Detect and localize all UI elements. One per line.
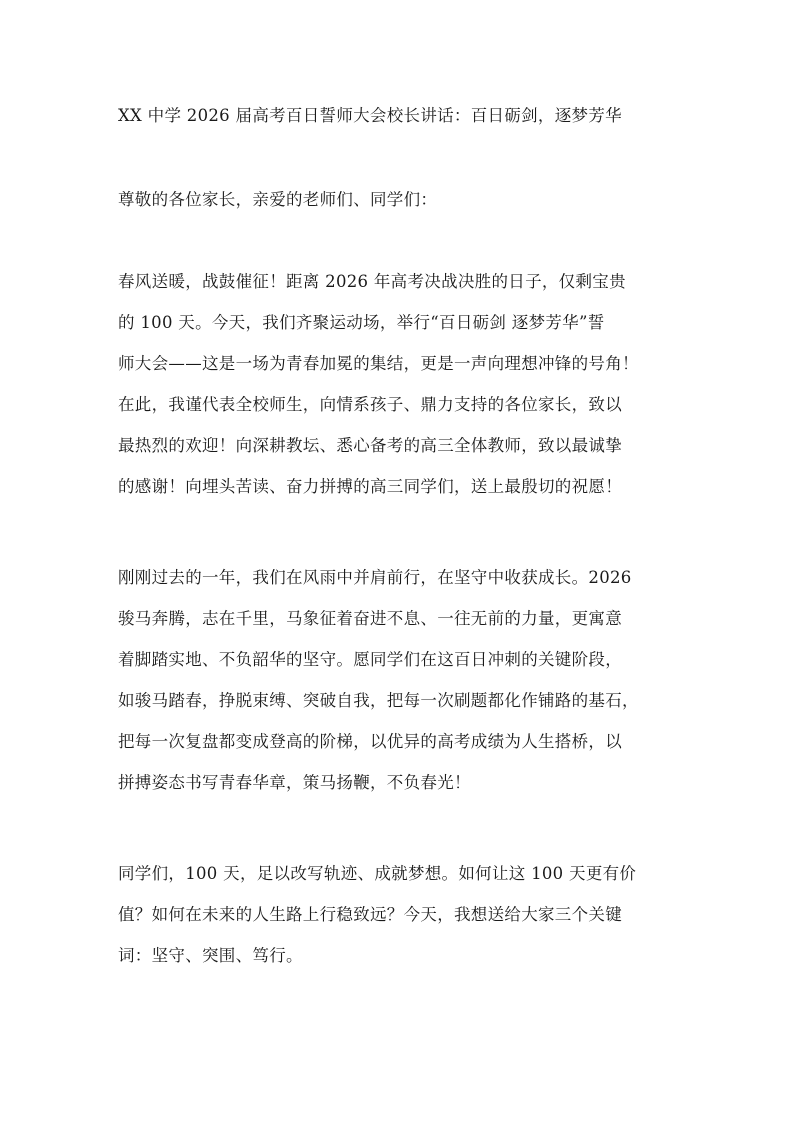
paragraph-line: 如骏马踏春，挣脱束缚、突破自我，把每一次刷题都化作铺路的基石， (118, 691, 639, 710)
paragraph-line: 师大会——这是一场为青春加冕的集结，更是一声向理想冲锋的号角！ (118, 354, 639, 373)
salutation: 尊敬的各位家长，亲爱的老师们、同学们： (118, 190, 438, 209)
paragraph-line: 值？如何在未来的人生路上行稳致远？今天，我想送给大家三个关键 (118, 905, 622, 924)
paragraph-line: 把每一次复盘都变成登高的阶梯，以优异的高考成绩为人生搭桥，以 (118, 732, 622, 751)
paragraph-line: 的感谢！向埋头苦读、奋力拼搏的高三同学们，送上最殷切的祝愿！ (118, 477, 622, 496)
document-title: XX 中学 2026 届高考百日誓师大会校长讲话：百日砺剑，逐梦芳华 (118, 106, 622, 125)
paragraph-line: 刚刚过去的一年，我们在风雨中并肩前行，在坚守中收获成长。2026 (118, 568, 632, 587)
paragraph-line: 最热烈的欢迎！向深耕教坛、悉心备考的高三全体教师，致以最诚挚 (118, 436, 622, 455)
paragraph-line: 拼搏姿态书写青春华章，策马扬鞭，不负春光！ (118, 773, 471, 792)
paragraph-line: 词：坚守、突围、笃行。 (118, 946, 303, 965)
paragraph-line: 春风送暖，战鼓催征！距离 2026 年高考决战决胜的日子，仅剩宝贵 (118, 272, 626, 291)
paragraph-line: 着脚踏实地、不负韶华的坚守。愿同学们在这百日冲刺的关键阶段， (118, 650, 622, 669)
paragraph-line: 骏马奔腾，志在千里，马象征着奋进不息、一往无前的力量，更寓意 (118, 609, 622, 628)
paragraph-line: 的 100 天。今天，我们齐聚运动场，举行“百日砺剑 逐梦芳华”誓 (118, 313, 605, 332)
paragraph-line: 在此，我谨代表全校师生，向情系孩子、鼎力支持的各位家长，致以 (118, 395, 622, 414)
paragraph-line: 同学们，100 天，足以改写轨迹、成就梦想。如何让这 100 天更有价 (118, 864, 637, 883)
